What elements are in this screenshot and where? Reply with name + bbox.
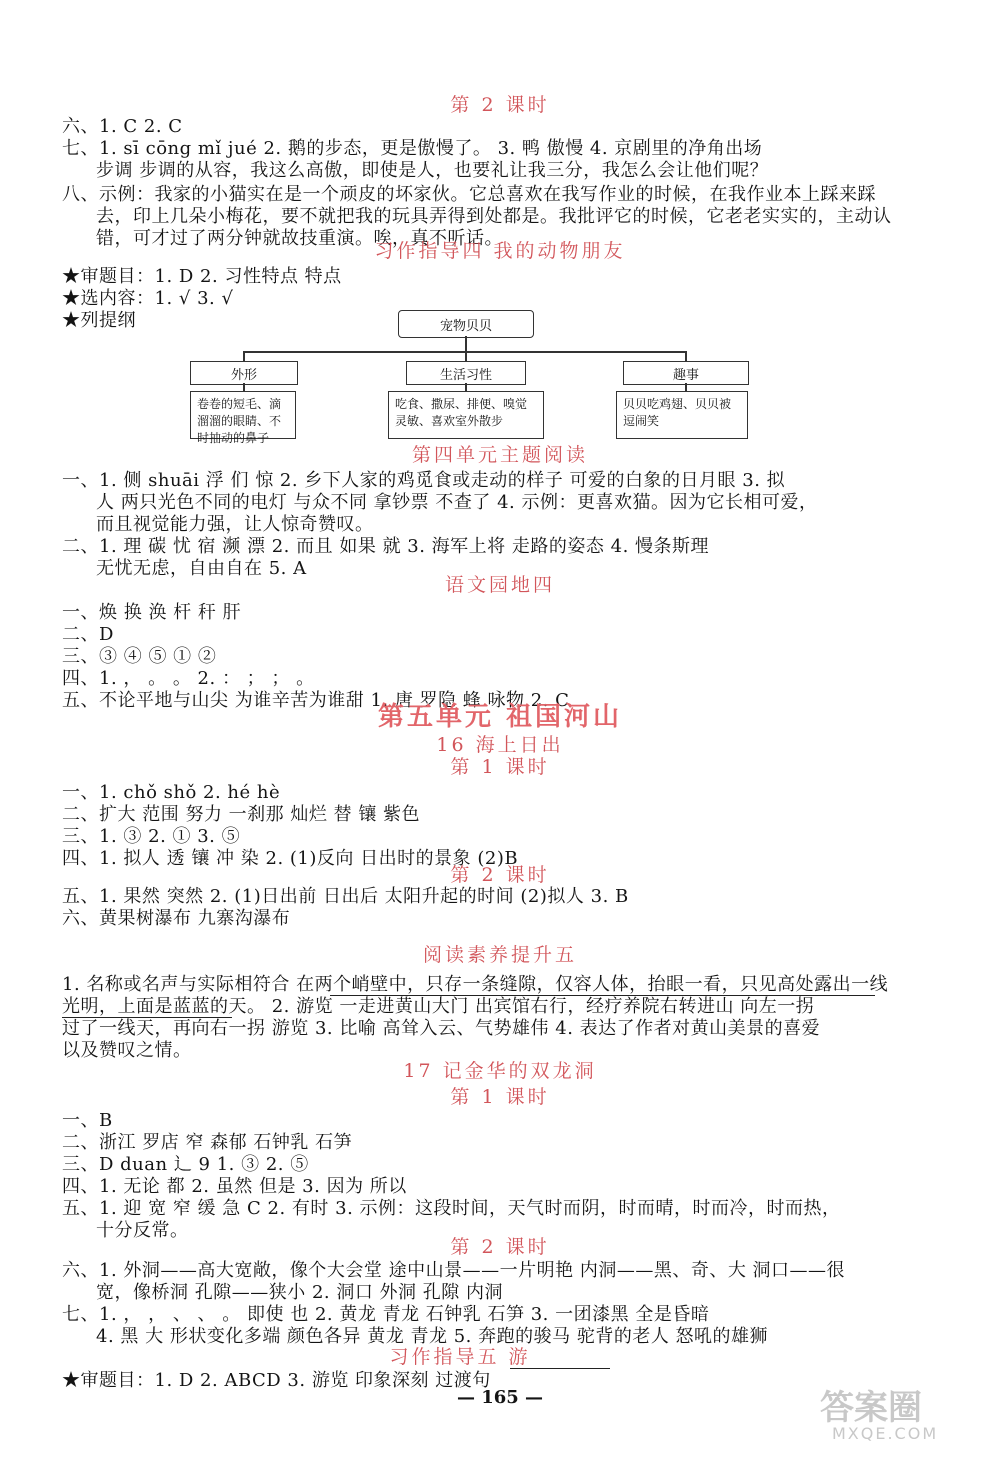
section-title-language-garden-4: 语文园地四 (444, 574, 555, 596)
connector (685, 383, 687, 391)
answer-line: 四、1. 无论 都 2. 虽然 但是 3. 因为 所以 (62, 1176, 407, 1197)
answer-line: ★列提纲 (62, 310, 136, 331)
answer-line: 一、B (62, 1110, 113, 1131)
answer-line: 七、1. sī cōng mǐ jué 2. 鹅的步态，更是傲慢了。 3. 鸭 傲慢 4. 京剧里的净角出场 (62, 138, 763, 159)
answer-line: 七、1. ， ， 、 、 。 即使 也 2. 黄龙 青龙 石钟乳 石笋 3. 一团漆黑 全是昏暗 (62, 1304, 710, 1325)
answer-line: 二、D (62, 624, 114, 645)
answer-line: 五、1. 迎 宽 窄 缓 急 C 2. 有时 3. 示例：这段时间，天气时而阴，时而晴，时而冷，时而热， (62, 1198, 841, 1219)
answer-line: ★审题目：1. D 2. ABCD 3. 游览 印象深刻 过渡句 (62, 1370, 491, 1391)
watermark-logo: 答案圈 (820, 1388, 922, 1428)
outline-detail-appearance: 卷卷的短毛、滴溜溜的眼睛、不时抽动的鼻子 (190, 391, 296, 439)
handwritten-underline (330, 995, 875, 996)
answer-line: 六、1. 外洞——高大宽敞，像个大会堂 途中山景——一片明艳 内洞——黑、奇、大 洞口——很 (62, 1260, 846, 1281)
answer-line: 三、1. ③ 2. ① 3. ⑤ (62, 826, 241, 847)
answer-line: 4. 黑 大 形状变化多端 颜色各异 黄龙 青龙 5. 奔跑的骏马 驼背的老人 怒吼的雄狮 (96, 1326, 769, 1347)
answer-line: 三、D duan 辶 9 1. ③ 2. ⑤ (62, 1154, 309, 1175)
connector (243, 383, 245, 391)
answer-line: 宽，像桥洞 孔隙——狭小 2. 洞口 外洞 孔隙 内洞 (96, 1282, 504, 1303)
unit-5-title: 第五单元 祖国河山 (377, 702, 623, 732)
answer-line: 无忧无虑，自由自在 5. A (96, 558, 307, 579)
answer-line: 二、1. 理 碳 忧 宿 濒 漂 2. 而且 如果 就 3. 海军上将 走路的姿态 4. 慢条斯理 (62, 536, 710, 557)
outline-detail-habits: 吃食、撒尿、排便、嗅觉灵敏、喜欢室外散步 (388, 391, 544, 439)
answer-line: 四、1. 拟人 透 镶 冲 染 2. (1)反向 日出时的景象 (2)B (62, 848, 519, 869)
answer-line: 八、示例：我家的小猫实在是一个顽皮的坏家伙。它总喜欢在我写作业的时候，在我作业本上踩来踩 (62, 184, 876, 205)
outline-root: 宠物贝贝 (398, 310, 534, 338)
lesson-17-period-2: 第 2 课时 (450, 1236, 550, 1258)
answer-line: 1. 名称或名声与实际相符合 在两个峭壁中，只存一条缝隙，仅容人体，抬眼一看，只见高处露出一线 (62, 974, 889, 995)
section-title-writing-guide-5: 习作指导五 游 (389, 1346, 531, 1368)
section-title-unit-4-reading: 第四单元主题阅读 (411, 444, 588, 466)
answer-line: 错，可才过了两分钟就故技重演。唉，真不听话。 (96, 228, 503, 249)
answer-line: ★审题目：1. D 2. 习性特点 特点 (62, 266, 342, 287)
outline-branch-appearance: 外形 (190, 361, 298, 385)
answer-line: 六、黄果树瀑布 九寨沟瀑布 (62, 908, 291, 929)
answer-line: 一、1. chǒ shǒ 2. hé hè (62, 782, 281, 803)
answer-line: 过了一线天，再向右一拐 游览 3. 比喻 高耸入云、气势雄伟 4. 表达了作者对黄山美景的喜爱 (62, 1018, 821, 1039)
connector (465, 383, 467, 391)
answer-line: 以及赞叹之情。 (62, 1040, 192, 1061)
page-number: — 165 — (456, 1387, 544, 1408)
answer-line: 一、焕 换 涣 杆 秆 肝 (62, 602, 242, 623)
section-title-writing-guide-4: 习作指导四 我的动物朋友 (374, 240, 626, 262)
answer-line: 三、③ ④ ⑤ ① ② (62, 646, 217, 667)
outline-branch-fun: 趣事 (623, 361, 749, 385)
answer-line: 五、1. 果然 突然 2. (1)日出前 日出后 太阳升起的时间 (2)拟人 3. B (62, 886, 629, 907)
answer-line: 光明，上面是蓝蓝的天。 2. 游览 一走进黄山大门 出宾馆右行，经疗养院右转进山 向左一拐 (62, 996, 815, 1017)
outline-detail-fun: 贝贝吃鸡翅、贝贝被逗闹笑 (616, 391, 748, 439)
lesson-16-period-1: 第 1 课时 (450, 756, 550, 778)
answer-line: 四、1. ， 。 。 2. ： ； ； 。 (62, 668, 315, 689)
answer-line: ★选内容：1. √ 3. √ (62, 288, 234, 309)
watermark-url: MXQE.COM (832, 1424, 939, 1443)
lesson-17-period-1: 第 1 课时 (450, 1086, 550, 1108)
connector (465, 336, 467, 352)
answer-line: 一、1. 侧 shuāi 浮 们 惊 2. 乡下人家的鸡觅食或走动的样子 可爱的白象的日月眼 3. 拟 (62, 470, 786, 491)
answer-line: 二、扩大 范围 努力 一刹那 灿烂 替 镶 紫色 (62, 804, 421, 825)
answer-line: 六、1. C 2. C (62, 116, 183, 137)
lesson-16-title: 16 海上日出 (436, 734, 564, 756)
section-title-lesson-2: 第 2 课时 (450, 94, 550, 116)
answer-line: 人 两只光色不同的电灯 与众不同 拿钞票 不查了 4. 示例：更喜欢猫。因为它长相可爱， (96, 492, 818, 513)
divider-line (510, 1368, 610, 1369)
answer-line: 五、不论平地与山尖 为谁辛苦为谁甜 1. 唐 罗隐 蜂 咏物 2. C (62, 690, 570, 711)
answer-line: 十分反常。 (96, 1220, 189, 1241)
answer-line: 而且视觉能力强，让人惊奇赞叹。 (96, 514, 374, 535)
lesson-17-title: 17 记金华的双龙洞 (403, 1060, 597, 1082)
outline-branch-habits: 生活习性 (406, 361, 526, 385)
connector (243, 351, 245, 361)
answer-line: 去，印上几朵小梅花，要不就把我的玩具弄得到处都是。我批评它的时候，它老老实实的，主动认 (96, 206, 892, 227)
section-title-reading-literacy-5: 阅读素养提升五 (422, 944, 577, 966)
lesson-16-period-2: 第 2 课时 (450, 864, 550, 886)
connector (685, 351, 687, 361)
answer-line: 二、浙江 罗店 窄 森郁 石钟乳 石笋 (62, 1132, 353, 1153)
connector (465, 351, 467, 361)
answer-line: 步调 步调的从容，我这么高傲，即使是人，也要礼让我三分，我怎么会让他们呢？ (96, 160, 769, 181)
handwritten-underline (62, 1017, 232, 1018)
